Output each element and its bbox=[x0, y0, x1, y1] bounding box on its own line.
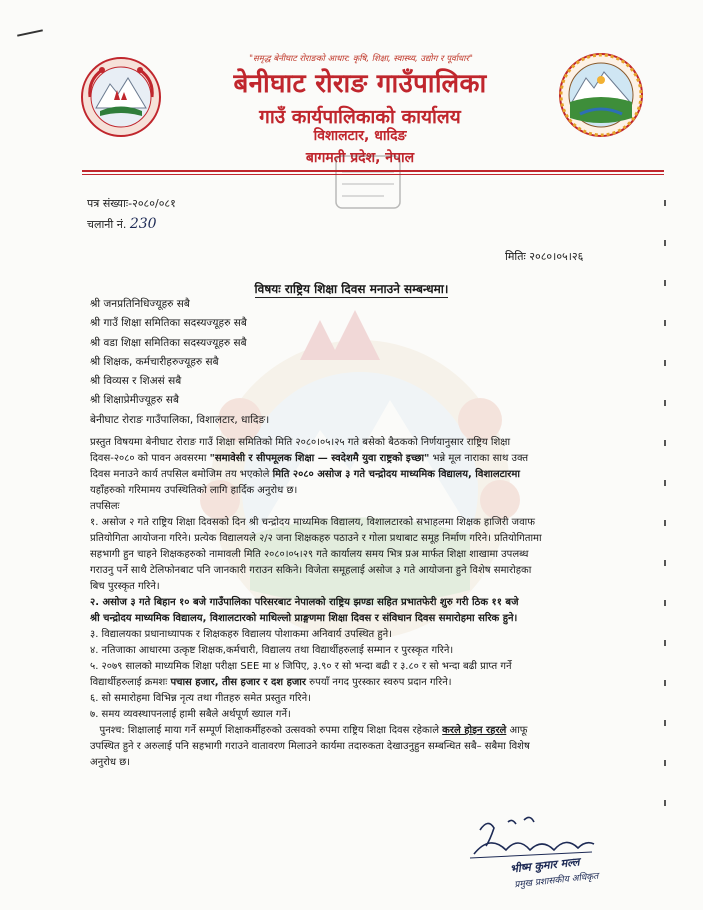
prize-amounts: पचास हजार, तीस हजार र दश हजार bbox=[170, 677, 306, 688]
letter-body bbox=[90, 435, 662, 771]
subject-text: विषयः राष्ट्रिय शिक्षा दिवस मनाउने सम्बन्धमा। bbox=[254, 282, 449, 296]
body-line: बिच पुरस्कृत गरिने। bbox=[90, 581, 160, 592]
signer-title: प्रमुख प्रशासकीय अधिकृत bbox=[513, 871, 599, 891]
header-rule bbox=[82, 170, 664, 172]
recipient: श्री वडा शिक्षा समितिका सदस्यज्यूहरु सबै bbox=[90, 336, 247, 349]
body-line: २. असोज ३ गते बिहान १० बजे गाउँपालिका परिसरबाट नेपालको राष्ट्रिय झण्डा सहित प्रभातफेरी शुरु गरी ठिक ११ बजे bbox=[90, 597, 519, 608]
body-line: अनुरोध छ। bbox=[90, 757, 130, 768]
text-run: रुपयाँ नगद पुरस्कार स्वरुप प्रदान गरिने। bbox=[306, 677, 452, 688]
body-line: ५. २०७९ सालको माध्यमिक शिक्षा परीक्षा SEE मा ४ जिपिए, ३.९० र सो भन्दा बढी र ३.८० र सो भन्दा बढी प्राप्त गर्ने bbox=[90, 661, 512, 672]
text-run: दिवस मनाउने कार्य तपसिल बमोजिम तय भएकोले bbox=[90, 469, 273, 480]
dispatch-number: 230 bbox=[129, 216, 157, 232]
dispatch-label: चलानी नं. bbox=[87, 218, 127, 231]
event-venue: मिति २०८० असोज ३ गते चन्द्रोदय माध्यमिक विद्यालय, विशालटारमा bbox=[272, 469, 520, 480]
text-run: दिवस-२०८० को पावन अवसरमा bbox=[90, 453, 210, 464]
emphasis-text: करले होइन रहरले bbox=[442, 725, 507, 736]
body-line: ४. नतिजाका आधारमा उत्कृष्ट शिक्षक,कर्मचारी, विद्यालय तथा विद्यार्थीहरुलाई सम्मान र पुरस्कृत गरिने। bbox=[90, 645, 454, 656]
slogan-quote: "समावेसी र सीपमूलक शिक्षा — स्वदेशमै युवा राष्ट्रको इच्छा" bbox=[209, 453, 430, 464]
body-line: उपस्थित हुने र अरुलाई पनि सहभागी गराउने वातावरण मिलाउने कार्यमा तदारुकता देखाउनुहुन सम्बन्धित सबै– सबैमा विशेष bbox=[90, 741, 530, 752]
office-name: गाउँ कार्यपालिकाको कार्यालय bbox=[259, 106, 461, 128]
slogan: "समृद्ध बेनीघाट रोराङको आधार: कृषि, शिक्षा, स्वास्थ्य, उद्योग र पूर्वाधार" bbox=[249, 54, 473, 64]
body-line: यहाँहरुको गरिमामय उपस्थितिको लागि हार्दिक अनुरोध छ। bbox=[90, 485, 298, 496]
body-line: गराउनु पर्ने साथै टेलिफोनबाट पनि जानकारी गराउन सकिने। विजेता समूहलाई असोज ३ गते आयोजना हुने विशेष समारोहका bbox=[90, 565, 532, 576]
body-line: प्रतियोगिता आयोजना गरिने। प्रत्येक विद्यालयले २/२ जना शिक्षकहरु पठाउने र गोला प्रथाबाट समूह निर्माण गरिने। प्रतियोगितामा bbox=[90, 533, 542, 544]
letter-number: पत्र संख्याः-२०८०/०८१ bbox=[87, 197, 176, 210]
body-line: १. असोज २ गते राष्ट्रिय शिक्षा दिवसको दिन श्री चन्द्रोदय माध्यमिक विद्यालय, विशालटारको सभाहलमा शिक्षक हाजिरी जवाफ bbox=[90, 517, 535, 528]
body-line bbox=[90, 723, 662, 739]
body-line bbox=[90, 467, 662, 483]
header-rule-thin bbox=[82, 174, 664, 175]
body-line: श्री चन्द्रोदय माध्यमिक विद्यालय, विशालटारको माथिल्लो प्राङ्गणमा शिक्षा दिवस र संविधान दिवस समारोहमा सरिक हुने। bbox=[90, 613, 518, 624]
body-line bbox=[90, 451, 662, 467]
office-location: विशालटार, धादिङ bbox=[313, 128, 407, 144]
recipient: श्री शिक्षाप्रेमीज्यूहरु सबै bbox=[90, 394, 179, 407]
handwritten-signature bbox=[460, 800, 600, 860]
dispatch-number-row bbox=[87, 216, 157, 232]
organization-name: बेनीघाट रोराङ गाउँपालिका bbox=[233, 69, 487, 99]
body-line: ६. सो समारोहमा विभिन्न नृत्य तथा गीतहरु समेत प्रस्तुत गरिने। bbox=[90, 693, 311, 704]
text-run: भन्ने मूल नाराका साथ उक्त bbox=[429, 453, 529, 464]
body-line: ७. समय व्यवस्थापनलाई हामी सबैले अर्थपूर्ण ख्याल गर्ने। bbox=[90, 709, 291, 720]
scan-edge-marks bbox=[664, 200, 666, 840]
recipient-list bbox=[90, 295, 269, 430]
text-run: आफू bbox=[506, 725, 528, 736]
body-line: सहभागी हुन चाहने शिक्षकहरुको नामावली मिति २०८०।०५।२९ गते कार्यालय समय भित्र प्रअ मार्फत शिक्षा शाखामा उपलब्ध bbox=[90, 549, 529, 560]
text-run: विद्यार्थीहरुलाई क्रमशः bbox=[90, 677, 171, 688]
recipient: श्री विव्यस र शिअसं सबै bbox=[90, 375, 182, 388]
text-run: पुनश्च: शिक्षालाई माया गर्ने सम्पूर्ण शिक्षाकर्मीहरुको उत्सवको रुपमा राष्ट्रिय शिक्षा दिवस रहेकाले bbox=[90, 725, 443, 736]
pen-mark bbox=[17, 29, 43, 36]
body-line bbox=[90, 675, 662, 691]
body-line: प्रस्तुत विषयमा बेनीघाट रोराङ गाउँ शिक्षा समितिको मिति २०८०।०५।२५ गते बसेको बैठकको निर्णयानुसार राष्ट्रिय शिक्षा bbox=[90, 437, 511, 448]
tapasil-label: तपसिलः bbox=[90, 501, 120, 512]
office-stamp-icon bbox=[332, 152, 404, 212]
recipient: श्री जनप्रतिनिधिज्यूहरु सबै bbox=[90, 298, 190, 310]
province-name: बागमती प्रदेश, नेपाल bbox=[305, 150, 415, 166]
recipient: श्री शिक्षक, कर्मचारीहरुज्यूहरु सबै bbox=[90, 355, 219, 368]
body-line: ३. विद्यालयका प्रधानाध्यापक र शिक्षकहरु विद्यालय पोशाकमा अनिवार्य उपस्थित हुने। bbox=[90, 629, 393, 640]
letter-date: मितिः २०८०।०५।२६ bbox=[505, 250, 584, 263]
municipality-logo-icon bbox=[558, 52, 644, 138]
recipient: बेनीघाट रोराङ गाउँपालिका, विशालटार, धादिङ। bbox=[90, 413, 270, 426]
recipient: श्री गाउँ शिक्षा समितिका सदस्यज्यूहरु सबै bbox=[90, 317, 247, 330]
signer-name: भीष्म कुमार मल्ल bbox=[509, 855, 581, 876]
